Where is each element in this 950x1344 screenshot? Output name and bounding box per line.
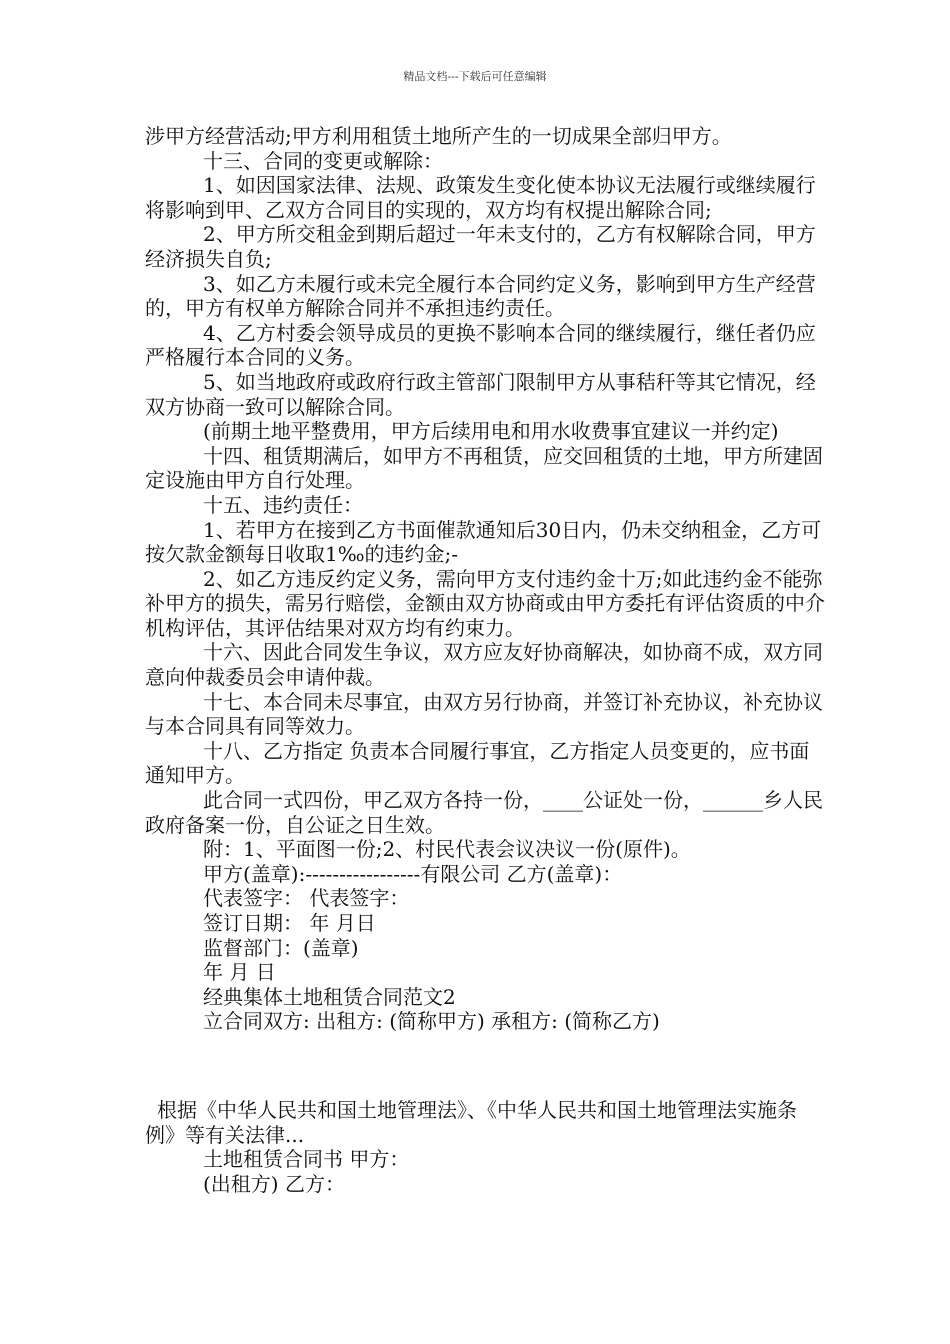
blank-line [145, 1054, 825, 1078]
paragraph: 十六、因此合同发生争议，双方应友好协商解决，如协商不成，双方同意向仲裁委员会申请仲裁。 [145, 640, 823, 690]
paragraph: 1、如因国家法律、法规、政策发生变化使本协议无法履行或继续履行将影响到甲、乙双方合同目的实现的，双方均有权提出解除合同; [145, 173, 816, 222]
paragraph: 立合同双方: 出租方: (简称甲方) 承租方: (简称乙方) [203, 1009, 660, 1034]
paragraph: 2、如乙方违反约定义务，需向甲方支付违约金十万;如此违约金不能弥补甲方的损失，需另行赔偿，金额由双方协商或由甲方委托有评估资质的中介机构评估，其评估结果对双方均有约束力。 [145, 566, 825, 640]
paragraph: 2、甲方所交租金到期后超过一年未支付的，乙方有权解除合同，甲方经济损失自负; [145, 222, 816, 271]
paragraph: 此合同一式四份，甲乙双方各持一份，____公证处一份，______乡人民政府备案一份，自公证之日生效。 [145, 788, 823, 837]
paragraph: 监督部门：(盖章) [203, 935, 359, 960]
paragraph: 十三、合同的变更或解除： [203, 148, 443, 173]
document-body [145, 124, 825, 1196]
paragraph: 经典集体土地租赁合同范文2 [203, 984, 456, 1009]
paragraph: 十八、乙方指定 负责本合同履行事宜，乙方指定人员变更的，应书面通知甲方。 [145, 738, 810, 788]
paragraph: 3、如乙方未履行或未完全履行本合同约定义务，影响到甲方生产经营的，甲方有权单方解除合同并不承担违约责任。 [145, 271, 816, 321]
paragraph: 根据《中华人民共和国土地管理法》、《中华人民共和国土地管理法实施条例》等有关法律... [145, 1097, 797, 1147]
paragraph: 土地租赁合同书 甲方： [203, 1147, 410, 1172]
paragraph: 十五、违约责任： [203, 492, 363, 517]
paragraph: 代表签字： 代表签字： [203, 886, 410, 911]
paragraph: 十四、租赁期满后，如甲方不再租赁，应交回租赁的土地，甲方所建固定设施由甲方自行处理。 [145, 443, 823, 493]
paragraph: 1、若甲方在接到乙方书面催款通知后30日内，仍未交纳租金，乙方可按欠款金额每日收取1‰的违约金;- [145, 517, 822, 567]
paragraph: 附：1、平面图一份;2、村民代表会议决议一份(原件)。 [203, 837, 691, 862]
paragraph: 5、如当地政府或政府行政主管部门限制甲方从事秸秆等其它情况，经双方协商一致可以解除合同。 [145, 369, 816, 419]
paragraph: 甲方(盖章):-----------------有限公司 乙方(盖章)： [203, 861, 623, 886]
page-header: 精品文档---下载后可任意编辑 [403, 70, 547, 83]
paragraph: 签订日期： 年 月日 [203, 911, 376, 935]
paragraph: 涉甲方经营活动;甲方利用租赁土地所产生的一切成果全部归甲方。 [145, 124, 732, 148]
paragraph: 年 月 日 [203, 960, 276, 985]
paragraph: (前期土地平整费用，甲方后续用电和用水收费事宜建议一并约定) [203, 419, 779, 444]
paragraph: (出租方) 乙方： [203, 1171, 345, 1196]
paragraph: 4、乙方村委会领导成员的更换不影响本合同的继续履行，继任者仍应严格履行本合同的义务。 [145, 320, 816, 370]
paragraph: 十七、本合同未尽事宜，由双方另行协商，并签订补充协议，补充协议与本合同具有同等效力。 [145, 689, 823, 739]
